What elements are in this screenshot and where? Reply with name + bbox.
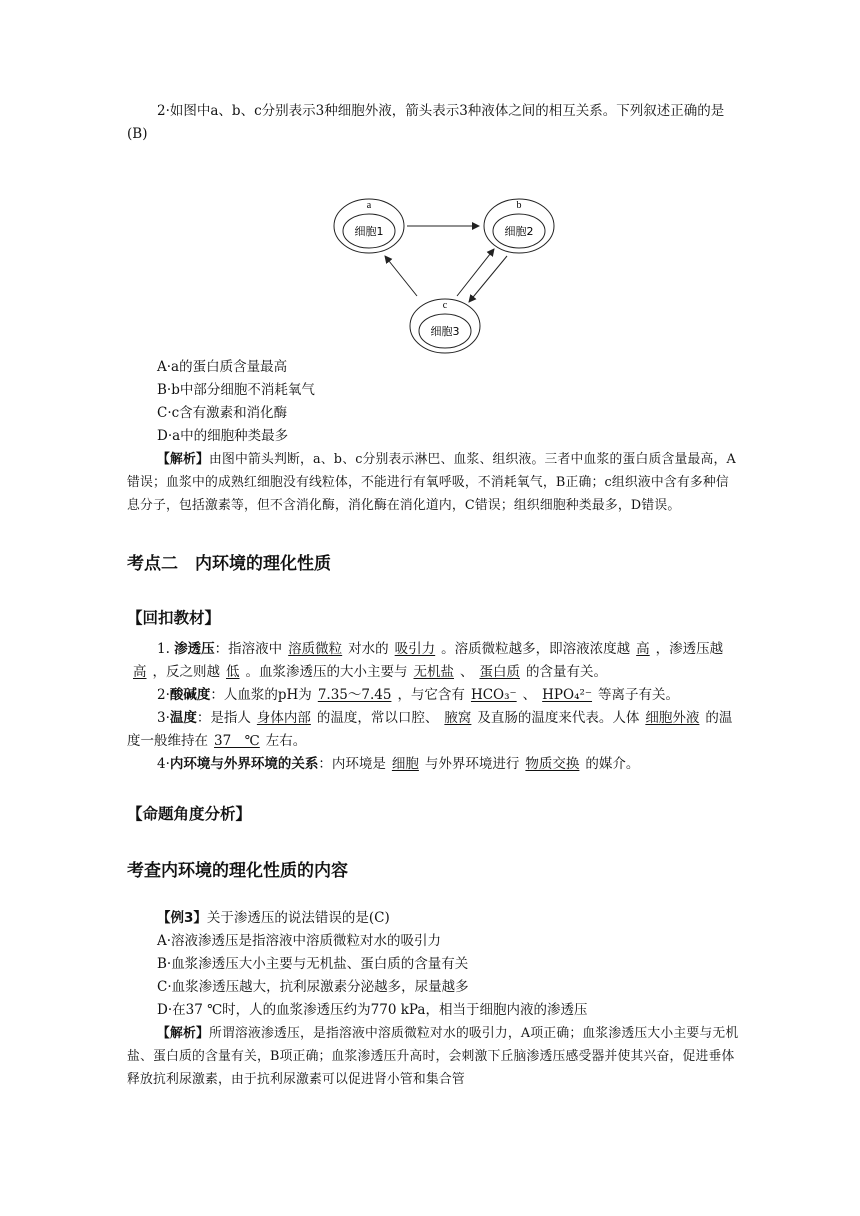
- item-number: 1.: [157, 641, 175, 657]
- question-2-option-b: B·b中部分细胞不消耗氧气: [157, 382, 315, 398]
- review-item-1: [127, 638, 739, 684]
- fluid-a-label: a: [366, 200, 372, 211]
- cell-1-label: 细胞1: [354, 225, 384, 238]
- blank-answer: 身体内部: [256, 710, 311, 726]
- text: ，与它含有: [397, 687, 465, 703]
- text: ，渗透压越: [655, 641, 724, 657]
- blank-answer: 无机盐: [413, 664, 454, 680]
- blank-answer: 高: [636, 641, 650, 657]
- example-3-option-d: D·在37 ℃时，人的血浆渗透压约为770 kPa，相当于细胞内液的渗透压: [157, 1002, 588, 1018]
- fluid-a-node: [334, 199, 404, 253]
- cell-2-label: 细胞2: [504, 225, 534, 238]
- text: 的温度，常以口腔、: [316, 710, 439, 726]
- question-2-explanation: [127, 448, 739, 517]
- review-item-3: [127, 707, 739, 753]
- text: 、: [460, 664, 474, 680]
- term: 温度: [169, 710, 197, 726]
- text: 的含量有关。: [526, 664, 607, 680]
- text: ：是指人: [196, 710, 251, 726]
- item-number: 4·: [157, 756, 170, 772]
- term: 渗透压: [174, 641, 215, 657]
- review-item-2: [127, 684, 739, 707]
- explanation-tag: 【解析】: [157, 1026, 209, 1041]
- text: ：指溶液中: [214, 641, 283, 657]
- blank-answer: 吸引力: [394, 641, 436, 657]
- section-2-title: 考点二 内环境的理化性质: [127, 554, 331, 574]
- explanation-text: 所谓溶液渗透压，是指溶液中溶质微粒对水的吸引力，A项正确；血浆渗透压大小主要与无机盐、蛋白质的含量有关，B项正确；血浆渗透压升高时，会刺激下丘脑渗透压感受器并使其兴奋，促进垂体释放抗利尿激素，由于抗利尿激素可以促进肾小管和集合管: [127, 1026, 739, 1087]
- text: 。血浆渗透压的大小主要与: [245, 664, 408, 680]
- blank-answer: 高: [133, 664, 147, 680]
- fluid-b-node: [484, 199, 554, 253]
- arrow-c-to-a: [385, 256, 417, 296]
- blank-answer: 细胞: [391, 756, 419, 772]
- text: 的温度一般维持在: [127, 710, 733, 749]
- item-number: 3·: [157, 710, 170, 726]
- blank-answer: 溶质微粒: [288, 641, 343, 657]
- example-tag: 【例3】: [157, 910, 207, 926]
- example-3-stem: [127, 907, 739, 930]
- example-3-explanation: [127, 1022, 739, 1091]
- blank-answer: 37 ℃: [214, 733, 260, 749]
- analysis-heading: 【命题角度分析】: [127, 805, 252, 823]
- text: 对水的: [348, 641, 389, 657]
- text: 等离子有关。: [598, 687, 680, 703]
- cell-3-label: 细胞3: [430, 325, 460, 338]
- blank-answer: HPO₄²⁻: [542, 687, 593, 703]
- topic-title: 考查内环境的理化性质的内容: [127, 861, 348, 881]
- text: 与外界环境进行: [424, 756, 520, 772]
- explanation-tag: 【解析】: [157, 452, 209, 467]
- text: ：内环境是: [318, 756, 386, 772]
- blank-answer: HCO₃⁻: [470, 687, 517, 703]
- question-2-stem: 2·如图中a、b、c分别表示3种细胞外液，箭头表示3种液体之间的相互关系。下列叙述正确的是(B): [127, 103, 725, 142]
- blank-answer: 细胞外液: [645, 710, 700, 726]
- example-3-option-a: A·溶液渗透压是指溶液中溶质微粒对水的吸引力: [157, 933, 442, 949]
- blank-answer: 蛋白质: [479, 664, 520, 680]
- arrow-c-to-b: [457, 249, 494, 296]
- review-item-4: [127, 753, 739, 776]
- fluid-c-label: c: [442, 300, 448, 311]
- blank-answer: 7.35～7.45: [317, 687, 392, 703]
- example-3-option-b: B·血浆渗透压大小主要与无机盐、蛋白质的含量有关: [157, 956, 469, 972]
- blank-answer: 物质交换: [525, 756, 580, 772]
- text: 左右。: [265, 733, 307, 749]
- arrow-b-to-c: [469, 256, 507, 302]
- question-2-option-c: C·c含有激素和消化酶: [157, 405, 288, 421]
- text: 及直肠的温度来代表。人体: [477, 710, 640, 726]
- blank-answer: 低: [226, 664, 240, 680]
- fluid-b-label: b: [516, 200, 522, 211]
- question-2-option-d: D·a中的细胞种类最多: [157, 428, 289, 444]
- text: 。溶质微粒越多，即溶液浓度越: [441, 641, 631, 657]
- explanation-text: 由图中箭头判断，a、b、c分别表示淋巴、血浆、组织液。三者中血浆的蛋白质含量最高，A错误；血浆中的成熟红细胞没有线粒体，不能进行有氧呼吸，不消耗氧气，B正确；c组织液中含有多种信息分子，包括激素等，但不含消化酶，消化酶在消化道内，C错误；组织细胞种类最多，D错误。: [127, 452, 736, 513]
- question-2-option-a: A·a的蛋白质含量最高: [157, 359, 288, 375]
- example-3-option-c: C·血浆渗透压越大，抗利尿激素分泌越多，尿量越多: [157, 979, 469, 995]
- item-number: 2·: [157, 687, 170, 703]
- term: 酸碱度: [169, 687, 211, 703]
- text: 的媒介。: [585, 756, 640, 772]
- fluid-relationship-diagram: [127, 146, 739, 338]
- text: 、: [522, 687, 537, 703]
- review-heading: 【回扣教材】: [127, 609, 221, 627]
- text: ，反之则越: [152, 664, 220, 680]
- example-stem-text: 关于渗透压的说法错误的是(C): [206, 910, 390, 926]
- term: 内环境与外界环境的关系: [169, 756, 319, 772]
- text: ：人血浆的pH为: [210, 687, 312, 703]
- blank-answer: 腋窝: [444, 710, 472, 726]
- document-page: [127, 100, 739, 1091]
